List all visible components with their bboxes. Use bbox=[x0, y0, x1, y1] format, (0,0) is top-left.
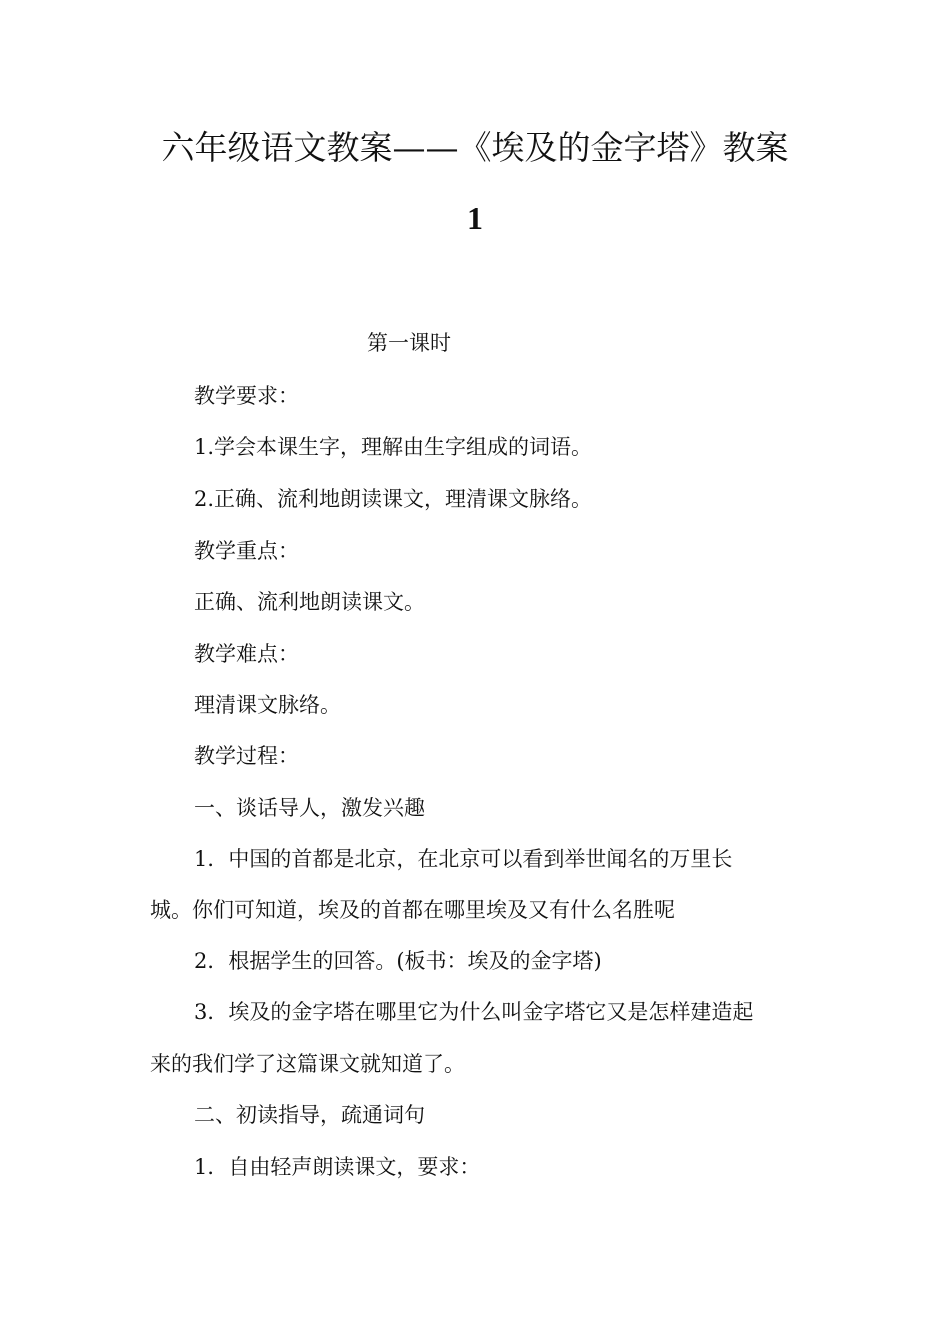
paragraph: 一、谈话导人，激发兴趣 bbox=[194, 796, 425, 820]
section-heading-difficulties: 教学难点： bbox=[194, 642, 299, 666]
paragraph: 3．埃及的金字塔在哪里它为什么叫金字塔它又是怎样建造起 bbox=[194, 1000, 754, 1024]
section-heading-process: 教学过程： bbox=[194, 744, 299, 768]
paragraph: 正确、流利地朗读课文。 bbox=[194, 590, 425, 614]
section-heading-requirements: 教学要求： bbox=[194, 384, 299, 408]
section-heading-key-points: 教学重点： bbox=[194, 539, 299, 563]
paragraph: 1.学会本课生字，理解由生字组成的词语。 bbox=[194, 435, 593, 459]
paragraph-continuation: 城。你们可知道，埃及的首都在哪里埃及又有什么名胜呢 bbox=[150, 898, 675, 922]
paragraph: 1．自由轻声朗读课文，要求： bbox=[194, 1155, 481, 1179]
paragraph: 二、初读指导，疏通词句 bbox=[194, 1103, 425, 1127]
document-title-line-2: 1 bbox=[467, 200, 483, 236]
lesson-period-heading: 第一课时 bbox=[367, 331, 451, 355]
paragraph-continuation: 来的我们学了这篇课文就知道了。 bbox=[150, 1052, 465, 1076]
paragraph: 2.正确、流利地朗读课文，理清课文脉络。 bbox=[194, 487, 593, 511]
paragraph: 1．中国的首都是北京，在北京可以看到举世闻名的万里长 bbox=[194, 847, 733, 871]
paragraph: 理清课文脉络。 bbox=[194, 693, 341, 717]
paragraph: 2．根据学生的回答。(板书：埃及的金字塔) bbox=[194, 949, 602, 973]
document-title-line-1: 六年级语文教案——《埃及的金字塔》教案 bbox=[161, 128, 789, 167]
